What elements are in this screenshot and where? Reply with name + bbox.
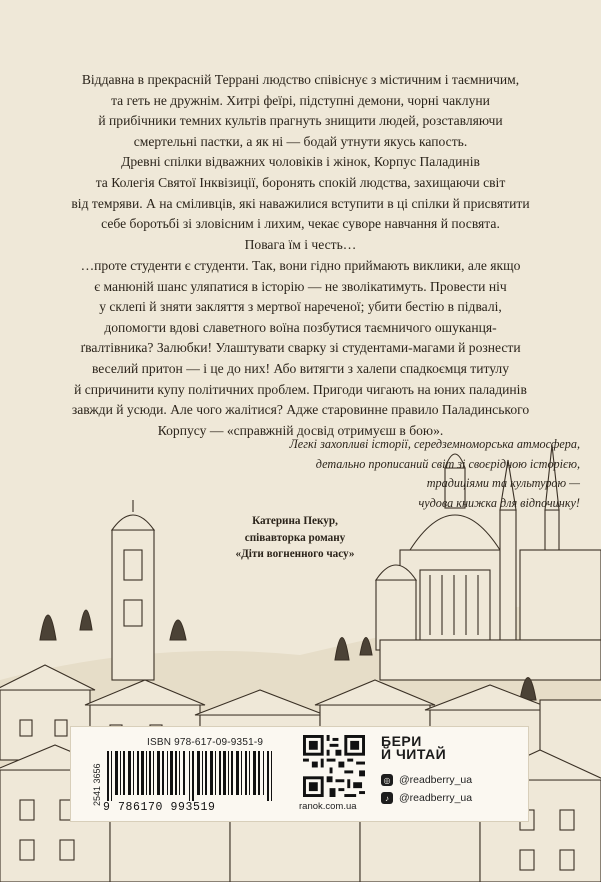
review-book: «Діти вогненного часу» xyxy=(235,548,355,560)
barcode-area xyxy=(77,735,285,815)
tiktok-link[interactable] xyxy=(381,789,472,807)
review-line: детально прописаний світ зі своєрідною історією, xyxy=(315,456,580,471)
brand-logo xyxy=(381,735,446,761)
side-code: 2541 3656 xyxy=(92,763,102,806)
qr-code-icon[interactable] xyxy=(303,735,365,797)
story-line: Корпусу — «справжній досвід отримуєш в бою». xyxy=(157,422,444,438)
intro-line: смертельні пастки, а як ні — бодай утнути якусь капость. xyxy=(133,133,468,149)
barcode-icon xyxy=(107,751,287,801)
intro-line: Повага їм і честь… xyxy=(244,236,357,252)
brand-line: БЕРИ xyxy=(381,733,422,749)
story-line: завжди й усюди. Але чого жалітися? Адже старовинне правило Паладинського xyxy=(71,402,530,418)
review-line: Легкі захопливі історії, середземноморська атмосфера, xyxy=(289,437,580,451)
review-quote xyxy=(200,435,580,513)
intro-line: та геть не дружнім. Хитрі феїрі, підступні демони, чорні чаклуни xyxy=(111,92,490,108)
website-link[interactable]: ranok.com.ua xyxy=(299,801,357,812)
intro-text xyxy=(40,70,561,255)
review-author: Катерина Пекур, xyxy=(252,515,338,527)
barcode-number: 9 786170 993519 xyxy=(103,801,216,814)
social-links xyxy=(381,771,472,807)
review-line: традиціями та культурою — xyxy=(426,476,580,490)
story-line: й спричинити купу політичних проблем. Пригоди чигають на юних паладинів xyxy=(74,381,527,397)
intro-line: Древні спілки відважних чоловіків і жінок, Корпус Паладинів xyxy=(121,154,480,170)
review-line: чудова книжка для відпочинку! xyxy=(418,495,580,510)
story-line: …проте студенти є студенти. Так, вони гідно приймають виклики, але якщо xyxy=(80,258,521,273)
intro-line: себе боротьбі зі зловісним і лихим, чекає суворе навчання й посвята. xyxy=(101,216,500,232)
tiktok-handle: @readberry_ua xyxy=(399,792,473,804)
story-line: ґвалтівника? Залюбки! Улаштувати сварку зі студентами-магами й рознести xyxy=(80,340,521,356)
story-line: у склепі й зняти закляття з мертвої нареченої; убити бестію в підвалі, xyxy=(99,299,502,315)
review-role: співавторка роману xyxy=(244,531,346,544)
intro-line: від темряви. А на сміливців, які наважилися вступити в ці спілки й присвятити xyxy=(71,195,530,211)
info-panel xyxy=(70,726,529,822)
tiktok-icon: ♪ xyxy=(381,792,393,804)
intro-line: та Колегія Святої Інквізиції, боронять спокій людства, захищаючи світ xyxy=(95,174,506,190)
story-text xyxy=(40,256,561,441)
review-signature xyxy=(170,513,420,563)
instagram-link[interactable] xyxy=(381,771,472,789)
story-line: допомогти вдові славетного воїна позбутися таємничого ошуканця- xyxy=(104,319,497,335)
brand-line: Й ЧИТАЙ xyxy=(381,746,447,762)
story-line: є манюній шанс уляпатися в історію — не зволікатимуть. Провести ніч xyxy=(94,278,507,294)
intro-line: й прибічники темних культів прагнуть знищити людей, розставляючи xyxy=(98,113,503,129)
instagram-handle: @readberry_ua xyxy=(399,774,473,786)
isbn: ISBN 978-617-09-9351-9 xyxy=(147,737,264,748)
story-line: веселий притон — і це до них! Або витягти з халепи спадкоємця титулу xyxy=(91,360,510,376)
intro-line: Віддавна в прекрасній Террані людство співіснує з містичним і таємничим, xyxy=(81,72,520,87)
instagram-icon: ◎ xyxy=(381,774,393,786)
